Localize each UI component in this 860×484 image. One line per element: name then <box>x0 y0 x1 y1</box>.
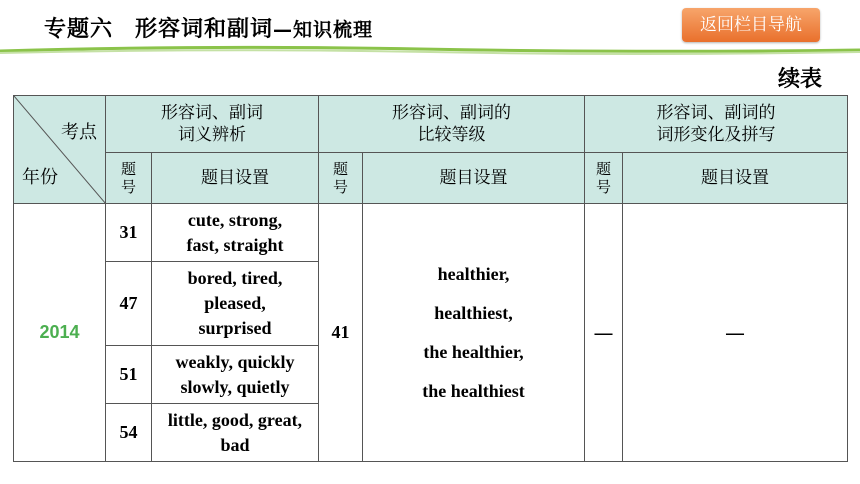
title-label: 形容词和副词 <box>135 17 274 42</box>
question-number: 41 <box>319 204 363 462</box>
question-content: cute, strong, fast, straight <box>152 204 319 262</box>
group-header <box>106 96 319 153</box>
header-bar <box>0 0 860 52</box>
question-number: 51 <box>106 346 152 404</box>
question-content: weakly, quickly slowly, quietly <box>152 346 319 404</box>
back-to-nav-button[interactable]: 返回栏目导航 <box>682 8 820 42</box>
group-header <box>319 96 585 153</box>
knowledge-table <box>13 95 848 462</box>
group-header-line: 形容词、副词的 <box>656 103 776 123</box>
question-content: — <box>623 204 848 462</box>
corner-topic-label: 考点 <box>61 122 97 143</box>
question-content: bored, tired, pleased, surprised <box>152 262 319 346</box>
continued-label: 续表 <box>777 67 822 92</box>
question-number: — <box>585 204 623 462</box>
corner-header <box>14 96 106 204</box>
group-header <box>585 96 848 153</box>
group-header-line: 形容词、副词的 <box>392 103 511 123</box>
question-setting-header: 题目设置 <box>623 153 848 204</box>
group-header-line: 词义辨析 <box>178 125 246 145</box>
question-no-header: 题号 <box>319 153 363 204</box>
page-title <box>44 12 373 43</box>
question-no-header: 题号 <box>106 153 152 204</box>
question-no-header: 题号 <box>585 153 623 204</box>
topic-label: 专题六 <box>44 17 114 42</box>
header-divider <box>0 45 860 55</box>
question-setting-header: 题目设置 <box>152 153 319 204</box>
question-number: 31 <box>106 204 152 262</box>
question-number: 47 <box>106 262 152 346</box>
year-cell: 2014 <box>14 204 106 462</box>
question-number: 54 <box>106 404 152 462</box>
question-content: little, good, great, bad <box>152 404 319 462</box>
question-content: healthier, healthiest, the healthier, the healthiest <box>363 204 585 462</box>
subtitle-label: —知识梳理 <box>273 19 374 41</box>
group-header-line: 形容词、副词 <box>161 103 263 123</box>
corner-year-label: 年份 <box>22 167 58 188</box>
question-setting-header: 题目设置 <box>363 153 585 204</box>
group-header-line: 词形变化及拼写 <box>656 125 776 145</box>
group-header-line: 比较等级 <box>417 125 486 145</box>
